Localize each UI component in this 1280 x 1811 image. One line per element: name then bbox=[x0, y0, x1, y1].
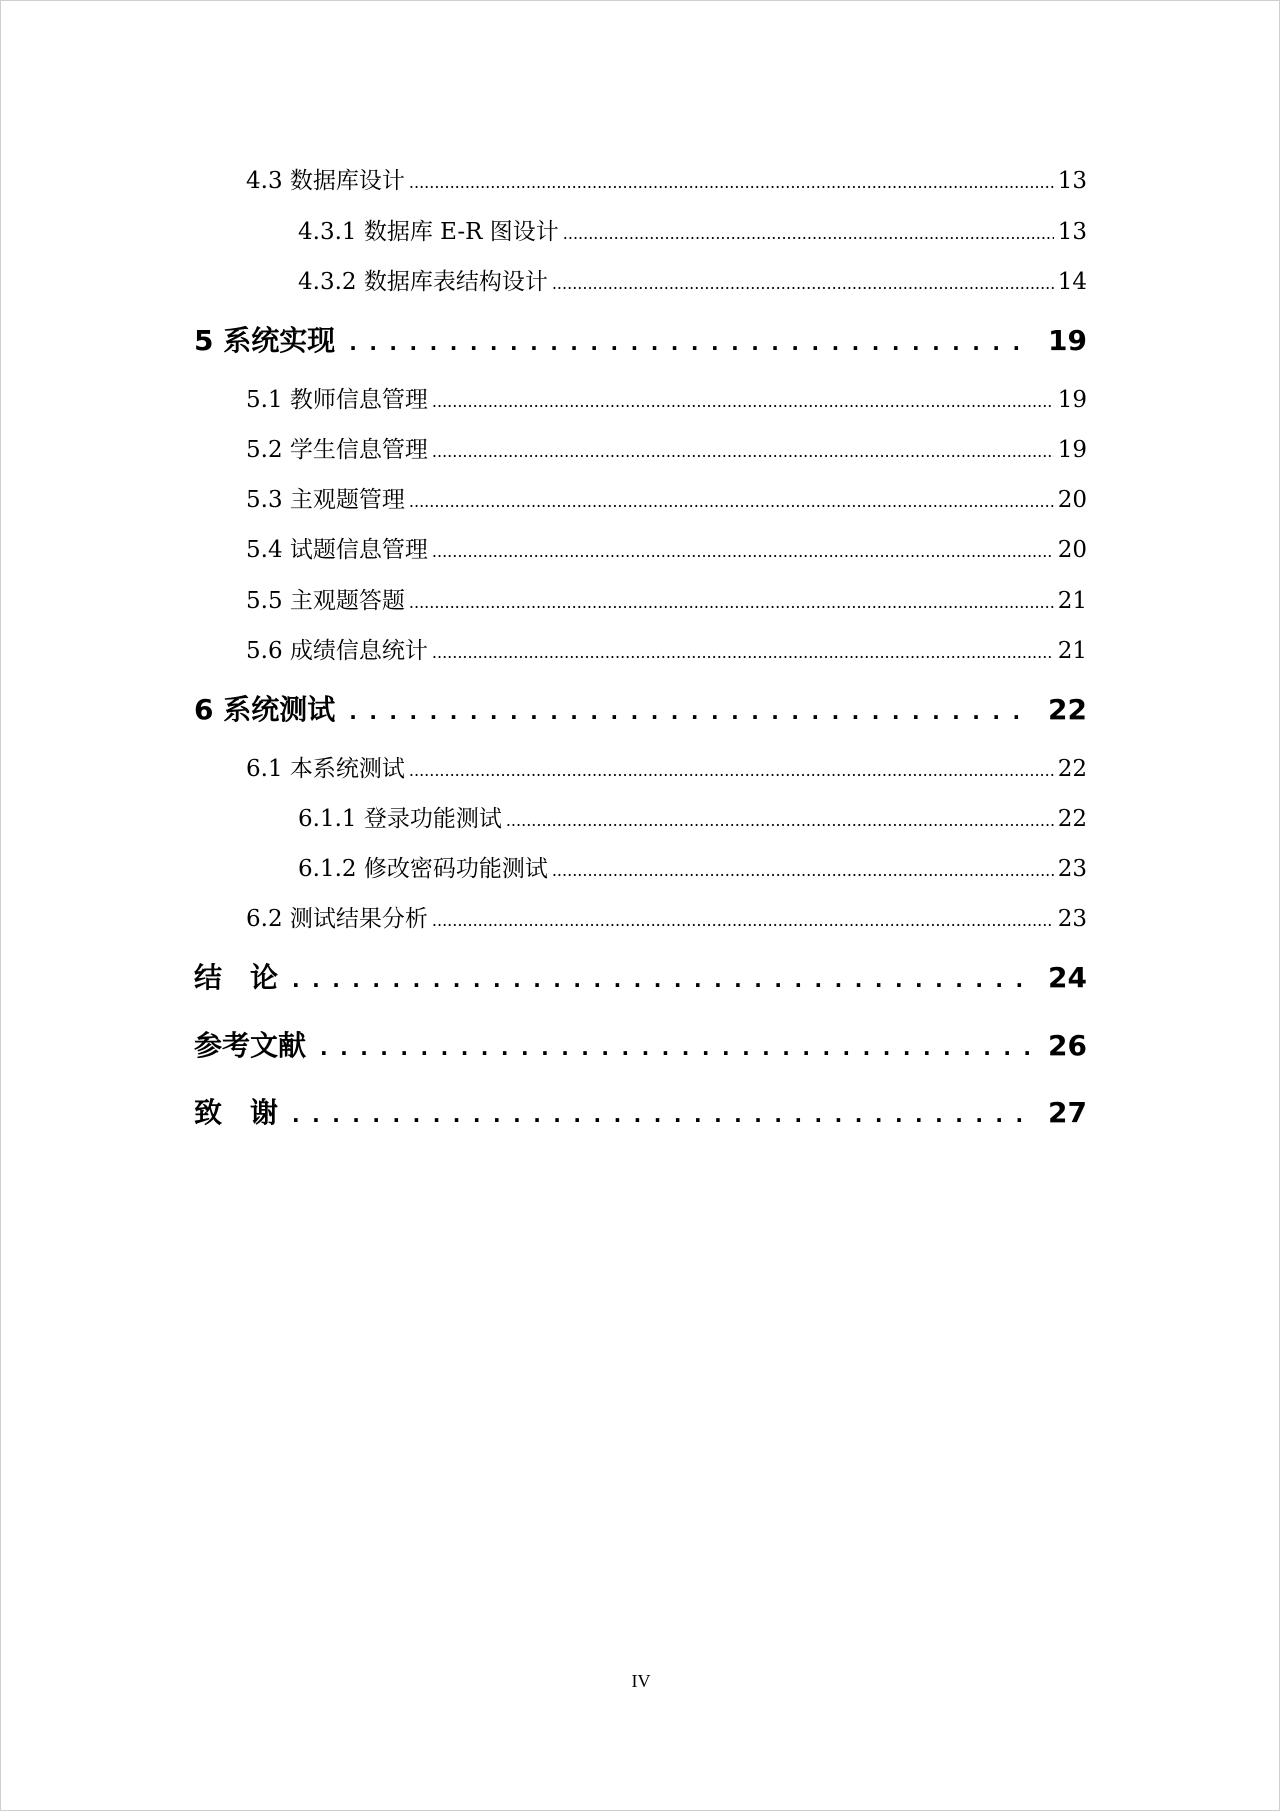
toc-leader-dots bbox=[409, 753, 1054, 787]
toc-chapter-entry[interactable] bbox=[194, 958, 1087, 998]
toc-leader-dots bbox=[349, 690, 1034, 732]
toc-entry-title: 5.3 主观题管理 bbox=[246, 487, 405, 513]
toc-chapter-entry[interactable] bbox=[194, 321, 1087, 361]
toc-entry-title: 4.3.1 数据库 E-R 图设计 bbox=[298, 219, 559, 245]
toc-leader-dots bbox=[432, 903, 1054, 937]
toc-leader-dots bbox=[292, 958, 1034, 1000]
toc-entry[interactable] bbox=[246, 903, 1087, 935]
toc-leader-dots bbox=[409, 585, 1054, 619]
toc-entry[interactable] bbox=[298, 216, 1087, 248]
toc-leader-dots bbox=[432, 384, 1054, 418]
toc-entry[interactable] bbox=[298, 853, 1087, 885]
toc-entry[interactable] bbox=[298, 803, 1087, 835]
toc-entry-title: 致 谢 bbox=[194, 1096, 279, 1129]
toc-entry-title: 6.1 本系统测试 bbox=[246, 756, 405, 782]
toc-entry-title: 5.5 主观题答题 bbox=[246, 588, 405, 614]
toc-entry-title: 5.4 试题信息管理 bbox=[246, 537, 428, 563]
toc-leader-dots bbox=[432, 434, 1054, 468]
toc-leader-dots bbox=[552, 853, 1054, 887]
toc-entry-page: 14 bbox=[1057, 269, 1087, 295]
toc-entry-page: 22 bbox=[1057, 756, 1087, 782]
toc-entry-page: 23 bbox=[1057, 856, 1087, 882]
toc-entry-title: 5.6 成绩信息统计 bbox=[246, 638, 428, 664]
toc-leader-dots bbox=[292, 1093, 1034, 1135]
toc-leader-dots bbox=[349, 321, 1034, 363]
toc-entry-page: 26 bbox=[1048, 1029, 1087, 1062]
toc-leader-dots bbox=[320, 1026, 1034, 1068]
toc-entry-title: 6.2 测试结果分析 bbox=[246, 906, 428, 932]
page-number-footer: IV bbox=[631, 1671, 651, 1691]
toc-entry-page: 13 bbox=[1057, 168, 1087, 194]
toc-leader-dots bbox=[409, 165, 1054, 199]
toc-chapter-entry[interactable] bbox=[194, 1026, 1087, 1066]
toc-entry-page: 22 bbox=[1048, 693, 1087, 726]
toc-entry-page: 19 bbox=[1048, 324, 1087, 357]
toc-chapter-entry[interactable] bbox=[194, 1093, 1087, 1133]
toc-leader-dots bbox=[552, 266, 1054, 300]
toc-entry-title: 5 系统实现 bbox=[194, 324, 336, 357]
toc-entry[interactable] bbox=[246, 534, 1087, 566]
toc-entry-title: 6.1.2 修改密码功能测试 bbox=[298, 856, 548, 882]
toc-entry[interactable] bbox=[246, 384, 1087, 416]
toc-entry[interactable] bbox=[246, 484, 1087, 516]
toc-entry-page: 13 bbox=[1057, 219, 1087, 245]
toc-leader-dots bbox=[432, 534, 1054, 568]
toc-leader-dots bbox=[432, 635, 1054, 669]
toc-chapter-entry[interactable] bbox=[194, 690, 1087, 730]
toc-entry[interactable] bbox=[246, 434, 1087, 466]
toc-leader-dots bbox=[409, 484, 1054, 518]
toc-entry-page: 22 bbox=[1057, 806, 1087, 832]
toc-entry[interactable] bbox=[298, 266, 1087, 298]
toc-leader-dots bbox=[506, 803, 1054, 837]
toc-entry-title: 4.3.2 数据库表结构设计 bbox=[298, 269, 548, 295]
toc-entry-title: 5.2 学生信息管理 bbox=[246, 437, 428, 463]
toc-entry[interactable] bbox=[246, 635, 1087, 667]
toc-entry[interactable] bbox=[246, 165, 1087, 197]
toc-entry-page: 19 bbox=[1057, 437, 1087, 463]
toc-entry-title: 参考文献 bbox=[194, 1029, 307, 1062]
toc-entry-page: 23 bbox=[1057, 906, 1087, 932]
toc-entry-title: 结 论 bbox=[194, 961, 279, 994]
toc-entry-page: 19 bbox=[1057, 387, 1087, 413]
toc-entry[interactable] bbox=[246, 585, 1087, 617]
toc-entry-title: 4.3 数据库设计 bbox=[246, 168, 405, 194]
toc-entry-page: 20 bbox=[1057, 487, 1087, 513]
toc-entry-page: 20 bbox=[1057, 537, 1087, 563]
toc-entry-title: 6.1.1 登录功能测试 bbox=[298, 806, 502, 832]
toc-leader-dots bbox=[563, 216, 1054, 250]
toc-entry-page: 21 bbox=[1057, 638, 1087, 664]
toc-entry-page: 27 bbox=[1048, 1096, 1087, 1129]
toc-entry-title: 6 系统测试 bbox=[194, 693, 336, 726]
toc-entry-page: 21 bbox=[1057, 588, 1087, 614]
toc-entry-title: 5.1 教师信息管理 bbox=[246, 387, 428, 413]
toc-entry[interactable] bbox=[246, 753, 1087, 785]
toc-entry-page: 24 bbox=[1048, 961, 1087, 994]
